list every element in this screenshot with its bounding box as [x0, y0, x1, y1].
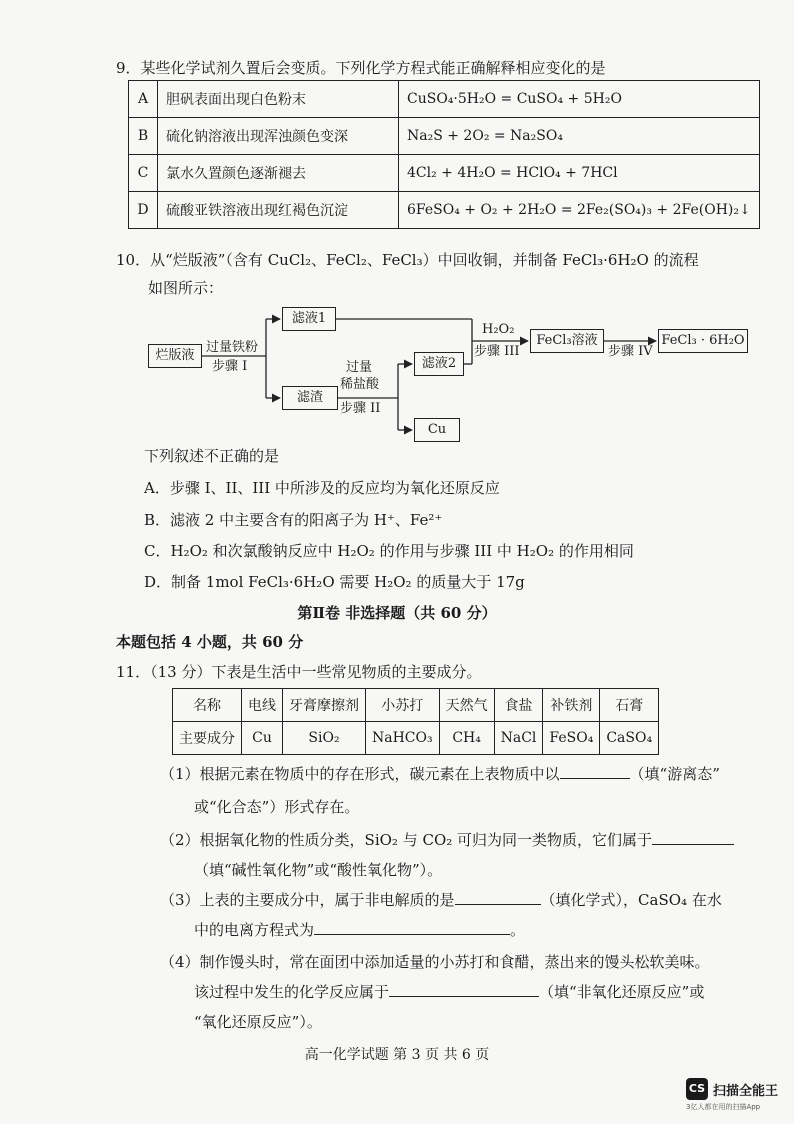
table-header-cell: 天然气: [439, 689, 494, 722]
equation-cell: CuSO₄·5H₂O = CuSO₄ + 5H₂O: [399, 81, 760, 118]
option-b: B．滤液 2 中主要含有的阳离子为 H⁺、Fe²⁺: [144, 511, 443, 529]
page-footer: 高一化学试题 第 3 页 共 6 页: [304, 1047, 490, 1063]
step-2: 步骤 II: [340, 401, 381, 416]
q11-part3-hint: （填化学式），CaSO₄ 在水: [540, 891, 722, 909]
flow-start: 烂版液: [148, 344, 202, 368]
flow-arrows: [0, 0, 794, 450]
reagent-h2o2: H₂O₂: [482, 322, 515, 337]
badge-name: 扫描全能王: [713, 1083, 779, 1099]
q11-part4-end: “氧化还原反应”）。: [194, 1013, 322, 1031]
table-cell: CH₄: [439, 722, 494, 755]
answer-blank-5[interactable]: [389, 982, 539, 997]
change-cell: 硫酸亚铁溶液出现红褐色沉淀: [158, 192, 399, 229]
filtrate-2: 滤液2: [414, 352, 464, 376]
q11-part3-text: （3）上表的主要成分中，属于非电解质的是: [160, 891, 455, 909]
q9-stem: 9．某些化学试剂久置后会变质。下列化学方程式能正确解释相应变化的是: [116, 59, 606, 77]
reagent-iron: 过量铁粉: [206, 340, 259, 355]
q10-stem-cont: 如图所示：: [148, 279, 224, 297]
answer-blank-1[interactable]: [560, 764, 630, 779]
option-a: A．步骤 I、II、III 中所涉及的反应均为氧化还原反应: [144, 479, 500, 497]
option-letter: D: [129, 192, 158, 229]
reagent-hcl: 稀盐酸: [340, 377, 380, 392]
q11-part4-cont: [194, 982, 704, 1002]
q11-part4: （4）制作馒头时，常在面团中添加适量的小苏打和食醋，蒸出来的馒头松软美味。: [160, 953, 710, 971]
q11-part3-text2: 中的电离方程式为: [194, 921, 315, 939]
table-header-cell: 补铁剂: [543, 689, 600, 722]
q11-part2-text: （2）根据氧化物的性质分类，SiO₂ 与 CO₂ 可归为同一类物质，它们属于: [160, 831, 653, 849]
answer-blank-3[interactable]: [455, 890, 541, 905]
q11-part2: [160, 830, 734, 850]
section-subtitle: 本题包括 4 小题，共 60 分: [116, 633, 304, 651]
table-row: [173, 722, 659, 755]
option-letter: C: [129, 155, 158, 192]
q11-part1-text: （1）根据元素在物质中的存在形式，碳元素在上表物质中以: [160, 765, 560, 783]
residue: 滤渣: [282, 386, 338, 410]
option-letter: B: [129, 118, 158, 155]
q11-part1-cont: 或“化合态”）形式存在。: [194, 798, 360, 816]
scanner-badge: [686, 1078, 778, 1112]
answer-blank-2[interactable]: [652, 830, 734, 845]
change-cell: 胆矾表面出现白色粉末: [158, 81, 399, 118]
q11-stem: 11．（13 分）下表是生活中一些常见物质的主要成分。: [116, 663, 482, 681]
table-cell: FeSO₄: [543, 722, 600, 755]
badge-tagline: 3亿人都在用的扫描App: [686, 1103, 761, 1111]
table-header-cell: 名称: [173, 689, 242, 722]
q11-part4-hint: （填“非氧化还原反应”或: [539, 983, 705, 1001]
table-cell: CaSO₄: [600, 722, 659, 755]
equation-cell: 4Cl₂ + 4H₂O = HClO₄ + 7HCl: [399, 155, 760, 192]
filtrate-1: 滤液1: [282, 307, 336, 331]
step-3: 步骤 III: [474, 344, 520, 359]
q11-part2-cont: （填“碱性氧化物”或“酸性氧化物”）。: [194, 861, 443, 879]
final-product: FeCl₃ · 6H₂O: [658, 329, 748, 353]
section-title: 第Ⅱ卷 非选择题（共 60 分）: [297, 604, 497, 622]
table-cell: SiO₂: [283, 722, 366, 755]
change-cell: 氯水久置颜色逐渐褪去: [158, 155, 399, 192]
step-4: 步骤 IV: [608, 344, 653, 359]
answer-blank-4[interactable]: [314, 920, 510, 935]
copper-product: Cu: [414, 418, 460, 442]
q11-table: [172, 688, 659, 755]
fecl3-solution: FeCl₃溶液: [530, 329, 604, 353]
option-c: C．H₂O₂ 和次氯酸钠反应中 H₂O₂ 的作用与步骤 III 中 H₂O₂ 的作用相同: [144, 542, 634, 560]
table-cell: NaHCO₃: [366, 722, 440, 755]
table-header-cell: 电线: [242, 689, 283, 722]
q11-part1-hint: （填“游离态”: [629, 765, 720, 783]
change-cell: 硫化钠溶液出现浑浊颜色变深: [158, 118, 399, 155]
q10-stem: 10．从“烂版液”（含有 CuCl₂、FeCl₂、FeCl₃）中回收铜，并制备 FeCl₃·6H₂O 的流程: [116, 251, 699, 269]
option-d: D．制备 1mol FeCl₃·6H₂O 需要 H₂O₂ 的质量大于 17g: [144, 573, 525, 591]
q11-part3-end: 。: [510, 921, 526, 939]
q11-part1: [160, 764, 720, 784]
q10-prompt: 下列叙述不正确的是: [144, 447, 280, 465]
q11-part4-text: 该过程中发生的化学反应属于: [194, 983, 390, 1001]
table-cell: 主要成分: [173, 722, 242, 755]
table-row: [173, 689, 659, 722]
table-cell: NaCl: [494, 722, 543, 755]
table-header-cell: 石膏: [600, 689, 659, 722]
q11-part3-cont: [194, 920, 525, 940]
table-header-cell: 食盐: [494, 689, 543, 722]
equation-cell: Na₂S + 2O₂ = Na₂SO₄: [399, 118, 760, 155]
step-1: 步骤 I: [212, 359, 248, 374]
table-header-cell: 牙膏摩擦剂: [283, 689, 366, 722]
table-cell: Cu: [242, 722, 283, 755]
equation-cell: 6FeSO₄ + O₂ + 2H₂O = 2Fe₂(SO₄)₃ + 2Fe(OH)₂↓: [399, 192, 760, 229]
option-letter: A: [129, 81, 158, 118]
reagent-excess: 过量: [346, 360, 373, 375]
table-header-cell: 小苏打: [366, 689, 440, 722]
q11-part3: [160, 890, 722, 910]
cs-logo-icon: CS: [686, 1078, 708, 1100]
